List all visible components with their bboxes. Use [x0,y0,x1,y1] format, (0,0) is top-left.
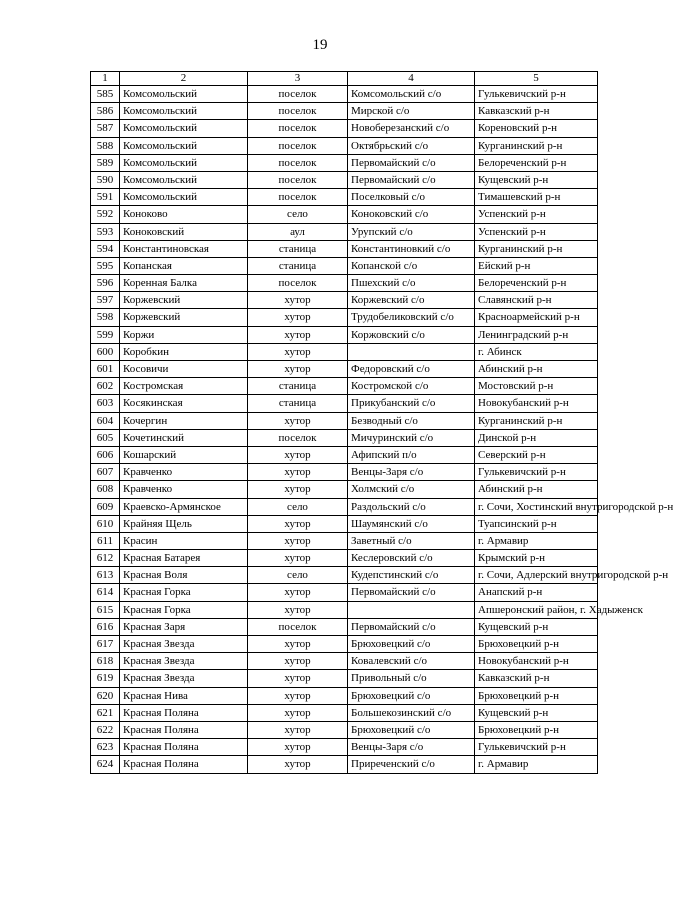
district: Гулькевичский р-н [475,464,598,481]
settlement-name: Красная Звезда [120,653,248,670]
row-number: 594 [91,240,120,257]
settlement-name: Комсомольский [120,171,248,188]
council: Поселковый с/о [348,189,475,206]
row-number: 613 [91,567,120,584]
settlement-name: Красная Звезда [120,670,248,687]
table-row [91,86,598,103]
row-number: 619 [91,670,120,687]
table-row [91,704,598,721]
council: Трудобеликовский с/о [348,309,475,326]
settlement-name: Косовичи [120,361,248,378]
table-row [91,137,598,154]
row-number: 588 [91,137,120,154]
table-row [91,618,598,635]
district: Абинский р-н [475,361,598,378]
district: Динской р-н [475,429,598,446]
district: Абинский р-н [475,481,598,498]
row-number: 595 [91,257,120,274]
settlement-name: Красная Горка [120,584,248,601]
council [348,343,475,360]
council: Большекозинский с/о [348,704,475,721]
council: Шаумянский с/о [348,515,475,532]
table-row [91,584,598,601]
district: Красноармейский р-н [475,309,598,326]
row-number: 614 [91,584,120,601]
district: Мостовский р-н [475,378,598,395]
table-row [91,223,598,240]
district: Успенский р-н [475,206,598,223]
council: Комсомольский с/о [348,86,475,103]
council: Холмский с/о [348,481,475,498]
district: Славянский р-н [475,292,598,309]
table-row [91,446,598,463]
settlement-type: хутор [248,292,348,309]
table-row [91,515,598,532]
row-number: 623 [91,739,120,756]
settlement-name: Коноково [120,206,248,223]
district: Брюховецкий р-н [475,721,598,738]
settlement-type: поселок [248,275,348,292]
settlement-type: поселок [248,618,348,635]
table-row [91,481,598,498]
district: Белореченский р-н [475,275,598,292]
council: Мичуринский с/о [348,429,475,446]
row-number: 609 [91,498,120,515]
district: Туапсинский р-н [475,515,598,532]
row-number: 607 [91,464,120,481]
council: Коноковский с/о [348,206,475,223]
council: Новоберезанский с/о [348,120,475,137]
table-row [91,257,598,274]
council: Первомайский с/о [348,154,475,171]
council: Привольный с/о [348,670,475,687]
table-row [91,429,598,446]
settlement-type: хутор [248,670,348,687]
settlement-type: станица [248,240,348,257]
council: Заветный с/о [348,532,475,549]
council: Пшехский с/о [348,275,475,292]
settlement-name: Коробкин [120,343,248,360]
settlement-type: станица [248,257,348,274]
row-number: 587 [91,120,120,137]
council: Кеслеровский с/о [348,550,475,567]
row-number: 585 [91,86,120,103]
row-number: 622 [91,721,120,738]
council: Мирской с/о [348,103,475,120]
district: Апшеронский район, г. Хадыженск [475,601,598,618]
settlement-type: поселок [248,103,348,120]
council: Венцы-Заря с/о [348,464,475,481]
row-number: 616 [91,618,120,635]
council: Приреченский с/о [348,756,475,773]
district: Тимашевский р-н [475,189,598,206]
district: Крымский р-н [475,550,598,567]
council: Брюховецкий с/о [348,636,475,653]
council: Венцы-Заря с/о [348,739,475,756]
table-row [91,378,598,395]
settlement-name: Копанская [120,257,248,274]
row-number: 598 [91,309,120,326]
settlement-type: аул [248,223,348,240]
table-row [91,240,598,257]
table-row [91,670,598,687]
settlement-type: хутор [248,446,348,463]
row-number: 596 [91,275,120,292]
table-row [91,206,598,223]
settlements-table [90,71,673,774]
table-row [91,275,598,292]
council: Урупский с/о [348,223,475,240]
council: Афипский п/о [348,446,475,463]
settlement-type: хутор [248,601,348,618]
row-number: 615 [91,601,120,618]
settlement-name: Красная Поляна [120,704,248,721]
council: Коржевский с/о [348,292,475,309]
settlement-type: хутор [248,550,348,567]
council: Октябрьский с/о [348,137,475,154]
settlement-type: хутор [248,361,348,378]
settlement-type: хутор [248,687,348,704]
settlement-name: Комсомольский [120,189,248,206]
settlement-type: хутор [248,756,348,773]
district: Брюховецкий р-н [475,636,598,653]
row-number: 599 [91,326,120,343]
settlement-type: поселок [248,120,348,137]
settlement-type: хутор [248,326,348,343]
district: Кущевский р-н [475,704,598,721]
table-row [91,739,598,756]
settlement-name: Константиновская [120,240,248,257]
settlement-type: хутор [248,721,348,738]
council: Кудепстинский с/о [348,567,475,584]
table-row [91,395,598,412]
settlement-name: Коренная Балка [120,275,248,292]
district: Курганинский р-н [475,412,598,429]
council: Константиновкий с/о [348,240,475,257]
settlement-type: поселок [248,137,348,154]
table-row [91,721,598,738]
council: Ковалевский с/о [348,653,475,670]
table-row [91,532,598,549]
settlement-name: Красин [120,532,248,549]
district: Успенский р-н [475,223,598,240]
council: Копанской с/о [348,257,475,274]
table-row [91,687,598,704]
settlement-name: Коноковский [120,223,248,240]
settlement-name: Комсомольский [120,154,248,171]
council: Костромской с/о [348,378,475,395]
settlement-type: село [248,498,348,515]
row-number: 611 [91,532,120,549]
row-number: 618 [91,653,120,670]
settlement-name: Красная Нива [120,687,248,704]
district: Ейский р-н [475,257,598,274]
row-number: 593 [91,223,120,240]
settlement-name: Красная Звезда [120,636,248,653]
council: Первомайский с/о [348,584,475,601]
settlement-type: хутор [248,532,348,549]
council: Прикубанский с/о [348,395,475,412]
settlement-name: Красная Заря [120,618,248,635]
settlement-type: хутор [248,584,348,601]
column-header: 5 [475,72,598,86]
row-number: 602 [91,378,120,395]
row-number: 589 [91,154,120,171]
table-row [91,154,598,171]
settlement-name: Комсомольский [120,103,248,120]
district: Курганинский р-н [475,240,598,257]
table-row [91,567,598,584]
district: г. Абинск [475,343,598,360]
row-number: 610 [91,515,120,532]
row-number: 597 [91,292,120,309]
settlement-type: хутор [248,481,348,498]
row-number: 608 [91,481,120,498]
settlement-type: хутор [248,636,348,653]
settlement-name: Косякинская [120,395,248,412]
header-row [91,72,598,86]
settlement-type: поселок [248,86,348,103]
district: Кавказский р-н [475,103,598,120]
table-row [91,189,598,206]
settlement-type: станица [248,378,348,395]
district: г. Армавир [475,756,598,773]
settlement-type: хутор [248,515,348,532]
row-number: 624 [91,756,120,773]
table-row [91,636,598,653]
settlement-name: Красная Батарея [120,550,248,567]
row-number: 621 [91,704,120,721]
row-number: 591 [91,189,120,206]
settlement-type: поселок [248,171,348,188]
district: Гулькевичский р-н [475,739,598,756]
settlement-name: Кравченко [120,464,248,481]
row-number: 603 [91,395,120,412]
district: Кавказский р-н [475,670,598,687]
table-row [91,498,598,515]
council: Брюховецкий с/о [348,721,475,738]
settlement-type: поселок [248,154,348,171]
settlement-type: село [248,567,348,584]
column-header: 1 [91,72,120,86]
settlement-name: Коржевский [120,292,248,309]
table-row [91,412,598,429]
page-number: 19 [312,37,328,53]
settlement-name: Крайняя Щель [120,515,248,532]
settlement-name: Кочергин [120,412,248,429]
settlement-type: хутор [248,309,348,326]
council: Федоровский с/о [348,361,475,378]
settlement-type: хутор [248,464,348,481]
settlement-name: Краевско-Армянское [120,498,248,515]
district: Новокубанский р-н [475,653,598,670]
settlement-name: Красная Поляна [120,721,248,738]
settlement-type: село [248,206,348,223]
table-row [91,103,598,120]
row-number: 605 [91,429,120,446]
district: Северский р-н [475,446,598,463]
council [348,601,475,618]
table-row [91,120,598,137]
column-header: 2 [120,72,248,86]
council: Первомайский с/о [348,618,475,635]
district: Кореновский р-н [475,120,598,137]
settlement-type: поселок [248,429,348,446]
settlement-name: Комсомольский [120,120,248,137]
row-number: 592 [91,206,120,223]
settlement-type: хутор [248,653,348,670]
settlement-name: Коржевский [120,309,248,326]
district: Гулькевичский р-н [475,86,598,103]
settlement-type: станица [248,395,348,412]
row-number: 590 [91,171,120,188]
district: Курганинский р-н [475,137,598,154]
settlement-name: Комсомольский [120,137,248,154]
row-number: 604 [91,412,120,429]
settlement-name: Коржи [120,326,248,343]
table-row [91,550,598,567]
district: Кущевский р-н [475,171,598,188]
district: Брюховецкий р-н [475,687,598,704]
row-number: 601 [91,361,120,378]
row-number: 586 [91,103,120,120]
table-row [91,292,598,309]
council: Безводный с/о [348,412,475,429]
row-number: 617 [91,636,120,653]
council: Первомайский с/о [348,171,475,188]
table-row [91,171,598,188]
table-row [91,464,598,481]
district: г. Сочи, Хостинский внутригородской р-н [475,498,598,515]
settlement-name: Красная Горка [120,601,248,618]
settlement-type: хутор [248,739,348,756]
district: г. Армавир [475,532,598,549]
settlement-name: Кошарский [120,446,248,463]
settlement-name: Красная Поляна [120,739,248,756]
district: Кущевский р-н [475,618,598,635]
settlement-name: Красная Воля [120,567,248,584]
settlement-name: Кравченко [120,481,248,498]
row-number: 606 [91,446,120,463]
district: Анапский р-н [475,584,598,601]
settlement-name: Костромская [120,378,248,395]
row-number: 612 [91,550,120,567]
settlement-name: Кочетинский [120,429,248,446]
district: Белореченский р-н [475,154,598,171]
table-row [91,653,598,670]
table-row [91,601,598,618]
table-row [91,361,598,378]
district: г. Сочи, Адлерский внутригородской р-н [475,567,598,584]
column-header: 4 [348,72,475,86]
settlement-type: хутор [248,412,348,429]
district: Ленинградский р-н [475,326,598,343]
settlement-type: хутор [248,704,348,721]
settlement-type: хутор [248,343,348,360]
settlement-name: Комсомольский [120,86,248,103]
table-row [91,756,598,773]
table-row [91,326,598,343]
table-row [91,309,598,326]
council: Раздольский с/о [348,498,475,515]
district: Новокубанский р-н [475,395,598,412]
row-number: 600 [91,343,120,360]
council: Коржовский с/о [348,326,475,343]
council: Брюховецкий с/о [348,687,475,704]
settlement-type: поселок [248,189,348,206]
column-header: 3 [248,72,348,86]
settlement-name: Красная Поляна [120,756,248,773]
row-number: 620 [91,687,120,704]
table-row [91,343,598,360]
